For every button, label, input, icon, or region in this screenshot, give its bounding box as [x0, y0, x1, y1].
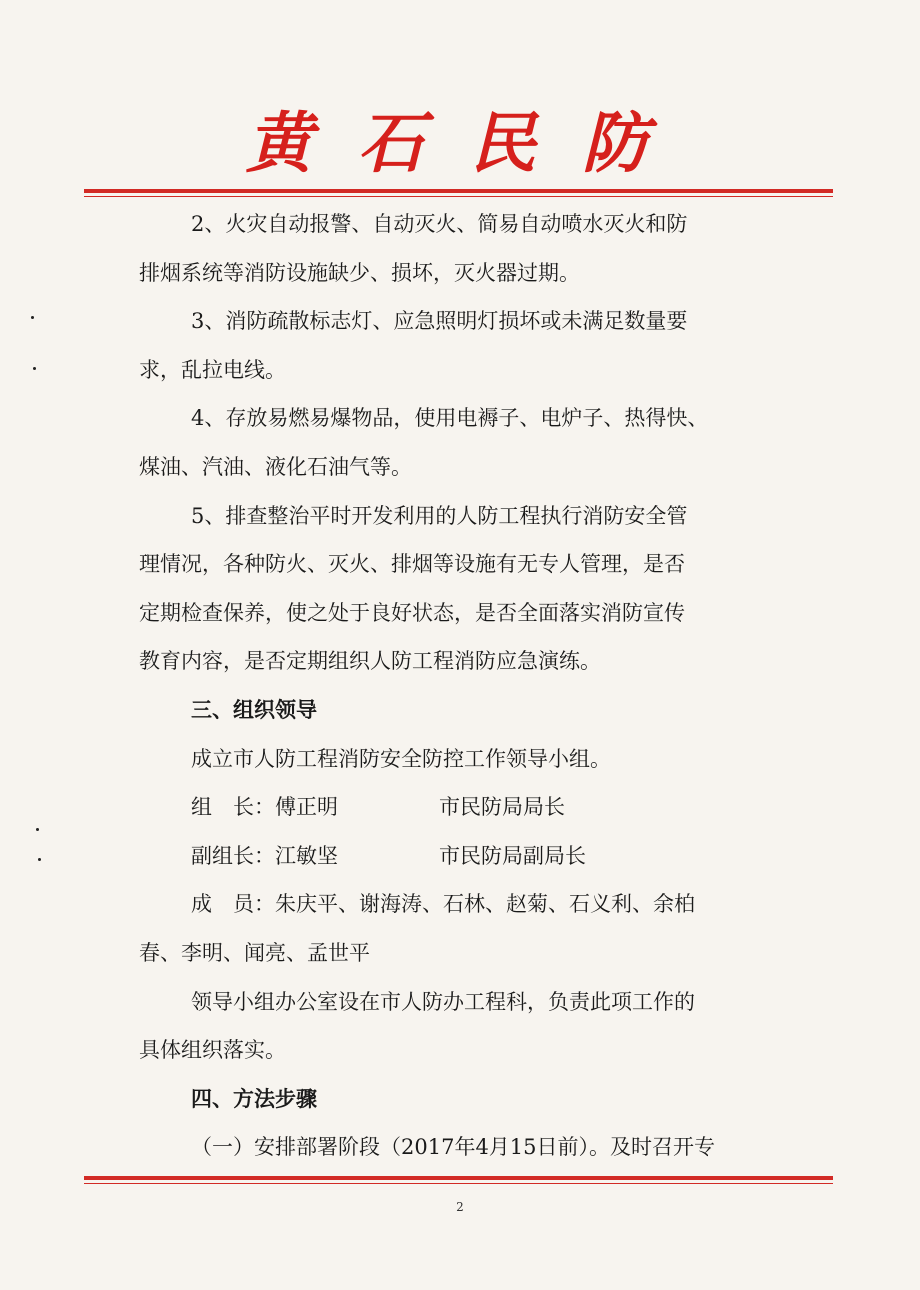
deputy-line — [139, 832, 779, 881]
footer-rule-thick — [84, 1176, 833, 1180]
office-line-1: 领导小组办公室设在市人防办工程科，负责此项工作的 — [191, 989, 695, 1014]
item-3-line-2: 求，乱拉电线。 — [139, 357, 286, 382]
header-rule-thick — [84, 189, 833, 193]
section-heading-methods: 四、方法步骤 — [191, 1085, 317, 1111]
page-number: 2 — [456, 1200, 464, 1214]
item-5-line-2: 理情况，各种防火、灭火、排烟等设施有无专人管理，是否 — [139, 552, 685, 577]
members-line-2: 春、李明、闻亮、孟世平 — [139, 940, 370, 965]
footer-rule-thin — [84, 1183, 833, 1184]
deputy-title: 市民防局副局长 — [439, 843, 586, 868]
margin-speck — [33, 367, 36, 370]
document-body — [139, 200, 779, 1172]
office-line-2: 具体组织落实。 — [139, 1038, 286, 1063]
item-5-line-3: 定期检查保养，使之处于良好状态，是否全面落实消防宣传 — [139, 600, 685, 625]
leader-line — [139, 783, 779, 832]
deputy-role: 副组长：江敏坚 — [191, 843, 338, 868]
item-2-line-2: 排烟系统等消防设施缺少、损坏，灭火器过期。 — [139, 260, 580, 285]
section-heading-organization: 三、组织领导 — [191, 696, 317, 722]
item-5-line-1: 5、排查整治平时开发利用的人防工程执行消防安全管 — [191, 503, 688, 528]
group-established-line: 成立市人防工程消防安全防控工作领导小组。 — [191, 746, 611, 771]
members-line-1: 成 员：朱庆平、谢海涛、石林、赵菊、石义利、余柏 — [191, 892, 695, 917]
leader-role: 组 长：傅正明 — [191, 795, 338, 820]
item-2-line-1: 2、火灾自动报警、自动灭火、简易自动喷水灭火和防 — [191, 212, 688, 236]
item-4-line-2: 煤油、汽油、液化石油气等。 — [139, 454, 412, 479]
masthead-title: 黄石民防 — [246, 104, 694, 182]
header-rule-thin — [84, 196, 833, 197]
leader-title: 市民防局局长 — [439, 795, 565, 820]
phase-1-line-1: （一）安排部署阶段（2017年4月15日前）。及时召开专 — [191, 1135, 716, 1160]
item-4-line-1: 4、存放易燃易爆物品，使用电褥子、电炉子、热得快、 — [191, 406, 709, 431]
item-5-line-4: 教育内容，是否定期组织人防工程消防应急演练。 — [139, 649, 601, 674]
margin-speck — [38, 858, 41, 861]
margin-speck — [36, 828, 39, 831]
item-3-line-1: 3、消防疏散标志灯、应急照明灯损坏或未满足数量要 — [191, 309, 688, 334]
footer-rule — [84, 1176, 833, 1184]
margin-speck — [31, 316, 34, 319]
header-rule — [84, 189, 833, 197]
